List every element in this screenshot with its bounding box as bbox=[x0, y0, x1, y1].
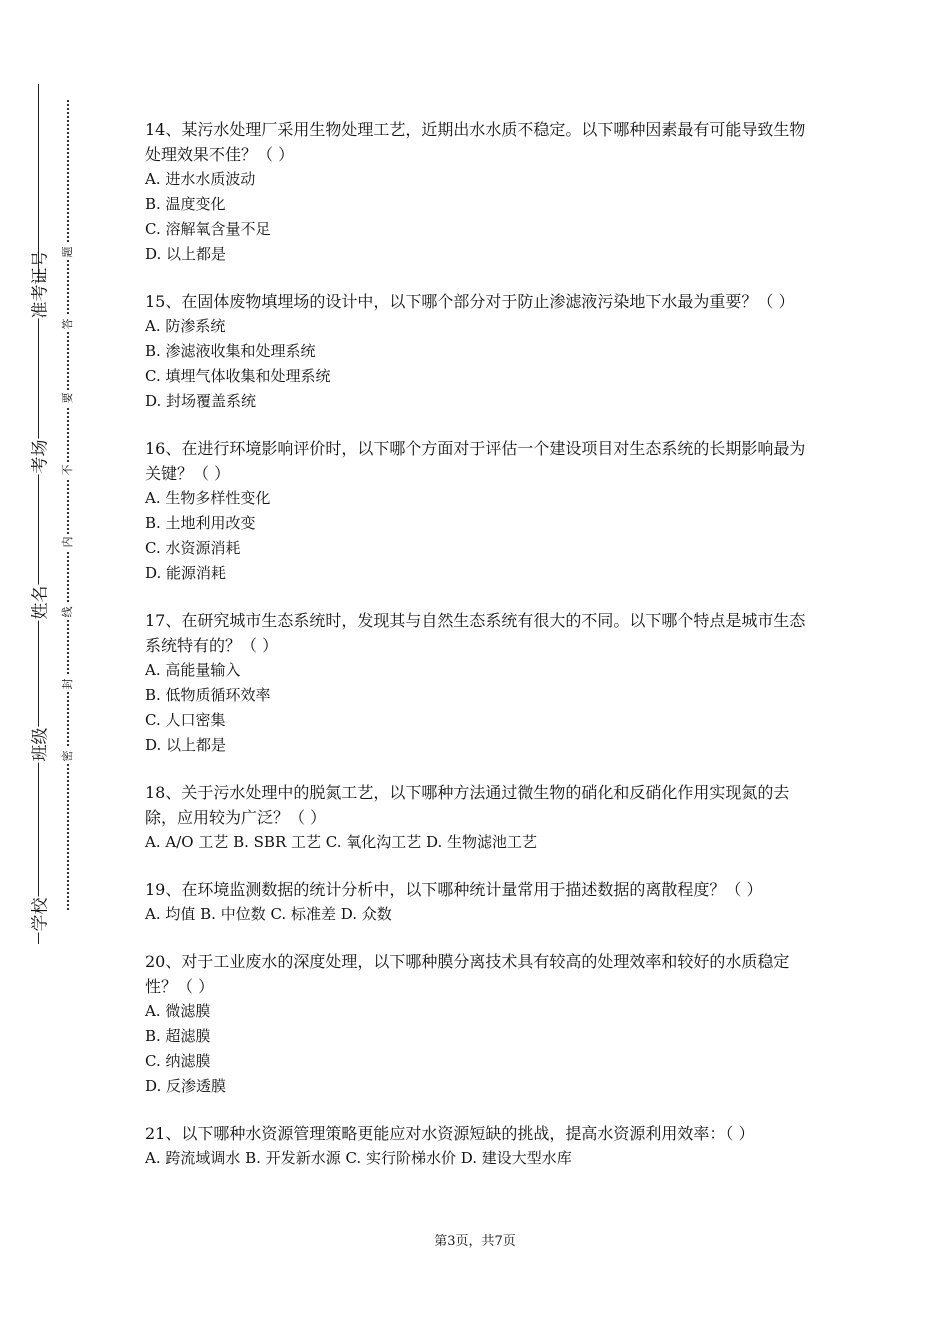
question-19 bbox=[145, 877, 815, 927]
binding-margin bbox=[0, 0, 110, 1344]
option-d: D. 能源消耗 bbox=[145, 564, 227, 582]
school-label: 学校 bbox=[26, 897, 51, 933]
option-a: A. 高能量输入 bbox=[145, 661, 241, 679]
question-stem: 16、在进行环境影响评价时，以下哪个方面对于评估一个建设项目对生态系统的长期影响最为关键？（ ） bbox=[145, 439, 806, 483]
question-list bbox=[145, 117, 815, 1193]
question-20 bbox=[145, 949, 815, 1099]
seal-char: 线 bbox=[60, 604, 76, 620]
inline-options: A. 跨流域调水 B. 开发新水源 C. 实行阶梯水价 D. 建设大型水库 bbox=[145, 1149, 572, 1167]
option-d: D. 以上都是 bbox=[145, 736, 227, 754]
question-15 bbox=[145, 289, 815, 414]
option-c: C. 溶解氧含量不足 bbox=[145, 220, 271, 238]
option-b: B. 超滤膜 bbox=[145, 1027, 211, 1045]
name-label: 姓名 bbox=[26, 585, 51, 621]
option-d: D. 反渗透膜 bbox=[145, 1077, 227, 1095]
question-stem: 18、关于污水处理中的脱氮工艺，以下哪种方法通过微生物的硝化和反硝化作用实现氮的去除，应用较为广泛？（ ） bbox=[145, 783, 790, 827]
question-stem: 14、某污水处理厂采用生物处理工艺，近期出水水质不稳定。以下哪种因素最有可能导致生物处理效果不佳？（ ） bbox=[145, 120, 806, 164]
exam-number-label: 准考证号 bbox=[26, 283, 51, 319]
inline-options: A. 均值 B. 中位数 C. 标准差 D. 众数 bbox=[145, 905, 392, 923]
seal-char: 内 bbox=[60, 534, 76, 550]
question-stem: 21、以下哪种水资源管理策略更能应对水资源短缺的挑战，提高水资源利用效率：（ ） bbox=[145, 1124, 755, 1143]
option-b: B. 渗滤液收集和处理系统 bbox=[145, 342, 316, 360]
option-a: A. 进水水质波动 bbox=[145, 170, 256, 188]
option-d: D. 以上都是 bbox=[145, 245, 227, 263]
option-c: C. 水资源消耗 bbox=[145, 539, 241, 557]
option-a: A. 微滤膜 bbox=[145, 1002, 211, 1020]
inline-options: A. A/O 工艺 B. SBR 工艺 C. 氧化沟工艺 D. 生物滤池工艺 bbox=[145, 833, 538, 851]
class-label: 班级 bbox=[26, 727, 51, 763]
option-b: B. 温度变化 bbox=[145, 195, 226, 213]
option-c: C. 纳滤膜 bbox=[145, 1052, 211, 1070]
option-c: C. 填埋气体收集和处理系统 bbox=[145, 367, 331, 385]
option-a: A. 生物多样性变化 bbox=[145, 489, 271, 507]
question-stem: 17、在研究城市生态系统时，发现其与自然生态系统有很大的不同。以下哪个特点是城市生态系统特有的？（ ） bbox=[145, 611, 806, 655]
option-a: A. 防渗系统 bbox=[145, 317, 226, 335]
option-b: B. 低物质循环效率 bbox=[145, 686, 271, 704]
question-17 bbox=[145, 608, 815, 758]
option-c: C. 人口密集 bbox=[145, 711, 226, 729]
question-21 bbox=[145, 1121, 815, 1171]
seal-char: 不 bbox=[60, 462, 76, 478]
question-14 bbox=[145, 117, 815, 267]
option-b: B. 土地利用改变 bbox=[145, 514, 256, 532]
question-18 bbox=[145, 780, 815, 855]
seal-char: 题 bbox=[60, 244, 76, 260]
exam-room-label: 考场 bbox=[26, 439, 51, 475]
option-d: D. 封场覆盖系统 bbox=[145, 392, 257, 410]
binding-solid-line bbox=[38, 84, 39, 944]
page-footer: 第3页，共7页 bbox=[434, 1234, 516, 1249]
seal-char: 要 bbox=[60, 390, 76, 406]
seal-dotted-line bbox=[67, 100, 69, 910]
seal-char: 答 bbox=[60, 316, 76, 332]
seal-char: 密 bbox=[60, 748, 76, 764]
question-stem: 15、在固体废物填埋场的设计中，以下哪个部分对于防止渗滤液污染地下水最为重要？（ ） bbox=[145, 292, 795, 311]
question-16 bbox=[145, 436, 815, 586]
seal-char: 封 bbox=[60, 676, 76, 692]
question-stem: 19、在环境监测数据的统计分析中，以下哪种统计量常用于描述数据的离散程度？（ ） bbox=[145, 880, 763, 899]
question-stem: 20、对于工业废水的深度处理，以下哪种膜分离技术具有较高的处理效率和较好的水质稳定性？（ ） bbox=[145, 952, 790, 996]
